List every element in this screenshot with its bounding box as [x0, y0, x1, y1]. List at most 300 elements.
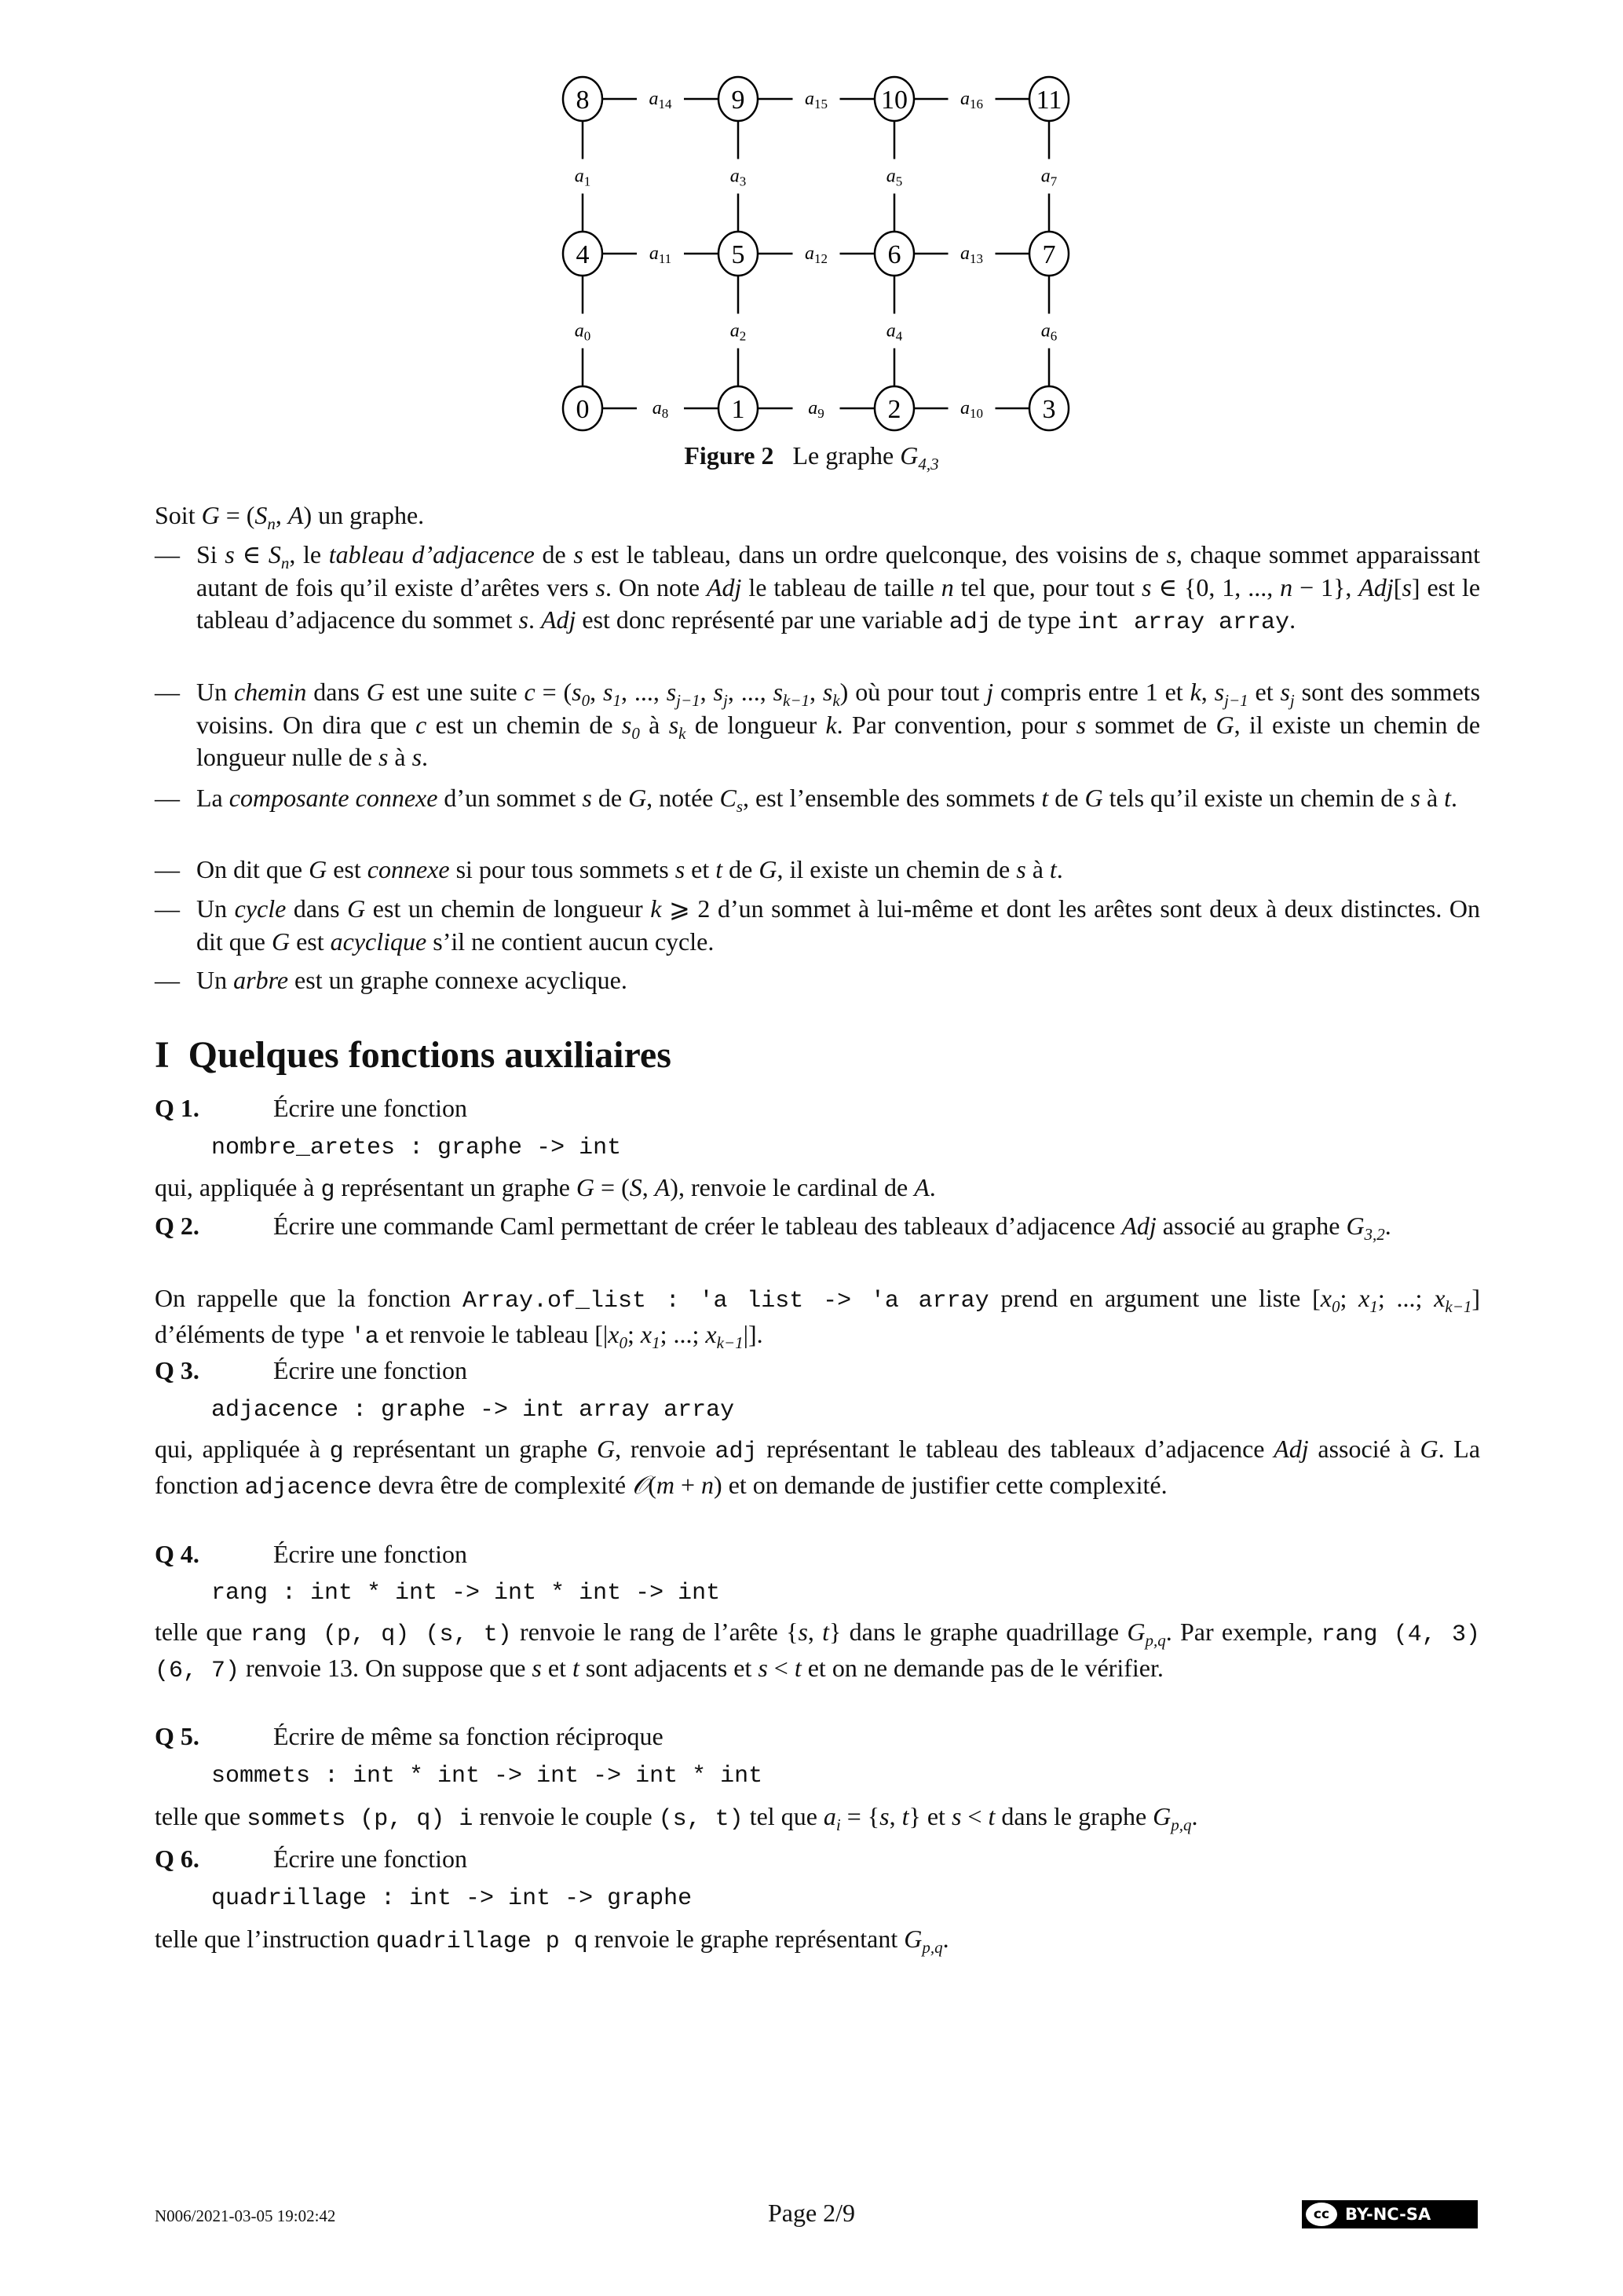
- question-description: [155, 1282, 1480, 1354]
- text-run: .: [1451, 784, 1458, 812]
- math-italic: composante connexe: [228, 784, 438, 812]
- math-italic: x: [1320, 1284, 1332, 1312]
- math-italic: n: [941, 572, 954, 601]
- math-italic: s: [595, 572, 605, 601]
- math-italic: x: [705, 1319, 717, 1348]
- text-run: <: [767, 1653, 795, 1682]
- text-run: Un: [196, 894, 235, 923]
- list-bullet-dash: —: [155, 855, 180, 883]
- text-run: ] d’éléments de type: [155, 1284, 1481, 1348]
- math-italic: G: [1084, 784, 1103, 812]
- math-italic: arbre: [233, 966, 289, 994]
- edge-label: $a_2$: [729, 320, 747, 344]
- math-italic: j: [986, 678, 994, 706]
- question-description: [155, 1172, 1480, 1208]
- math-italic: s: [518, 605, 528, 634]
- text-run: renvoie le rang de l’arête {: [511, 1618, 799, 1646]
- edge-label: $a_5$: [886, 166, 903, 189]
- math-italic: C: [719, 784, 737, 812]
- text-run: devra être de complexité: [371, 1470, 633, 1499]
- math-subscript: 0: [1331, 1297, 1340, 1316]
- text-run: de type: [991, 605, 1078, 634]
- text-run: . On note: [605, 572, 707, 601]
- math-subscript: p,q: [1145, 1631, 1166, 1650]
- text-run: ) où pour tout: [839, 678, 987, 706]
- math-subscript: 4,3: [918, 455, 939, 473]
- text-run: compris entre 1 et: [993, 678, 1190, 706]
- question-label: Q 5.: [155, 1722, 199, 1750]
- text-run: ,: [275, 501, 288, 529]
- math-subscript: j: [1289, 691, 1295, 710]
- math-subscript: k−1: [783, 691, 810, 710]
- text-run: . Par exemple,: [1165, 1618, 1321, 1646]
- node-label: 1: [731, 395, 745, 424]
- text-run: renvoie 13. On suppose que: [239, 1653, 532, 1682]
- math-italic: G: [1153, 1802, 1172, 1830]
- text-run: d’un sommet: [437, 784, 583, 812]
- math-italic: c: [415, 710, 427, 739]
- text-run: ) un graphe.: [303, 501, 425, 529]
- text-run: , notée: [646, 784, 720, 812]
- question-text: [273, 1356, 467, 1384]
- code-inline: sommets (p, q) i: [247, 1806, 473, 1833]
- math-italic: A: [654, 1173, 671, 1201]
- section-title: I Quelques fonctions auxiliaires: [155, 1034, 671, 1076]
- text-run: tel que: [743, 1802, 824, 1830]
- math-subscript: p,q: [1171, 1815, 1192, 1834]
- text-run: ] est le tableau d’adjacence du sommet: [196, 572, 1481, 634]
- math-subscript: p,q: [922, 1938, 943, 1957]
- definition-item: [196, 782, 1480, 815]
- text-run: . Par convention, pour: [836, 710, 1077, 739]
- text-run: . La fonction: [155, 1435, 1481, 1499]
- math-italic: Adj: [1358, 572, 1394, 601]
- function-signature: rang : int * int -> int * int -> int: [211, 1580, 721, 1607]
- code-inline: int array array: [1077, 609, 1290, 636]
- question-2: [155, 1210, 1480, 1243]
- text-run: renvoie le graphe représentant: [587, 1925, 905, 1953]
- text-run: associé à: [1308, 1435, 1420, 1463]
- math-italic: s: [572, 678, 582, 706]
- text-run: le tableau de taille: [741, 572, 941, 601]
- question-label: Q 4.: [155, 1540, 199, 1568]
- math-italic: t: [901, 1802, 909, 1830]
- math-italic: s: [951, 1802, 962, 1830]
- math-subscript: j−1: [1224, 691, 1248, 710]
- text-run: +: [674, 1470, 702, 1499]
- text-run: Écrire une commande Caml permettant de créer le tableau des tableaux d’adjacence: [273, 1212, 1122, 1240]
- text-run: La: [196, 784, 229, 812]
- question-description: [155, 1801, 1480, 1837]
- math-italic: t: [988, 1802, 996, 1830]
- text-run: = (: [535, 678, 572, 706]
- text-run: qui, appliquée à: [155, 1173, 321, 1201]
- math-italic: t: [715, 855, 723, 883]
- question-description: [155, 1923, 1480, 1959]
- math-italic: t: [1049, 855, 1057, 883]
- text-run: <: [961, 1802, 989, 1830]
- math-subscript: n: [280, 554, 290, 572]
- math-subscript: 1: [1369, 1297, 1378, 1316]
- text-run: si pour tous sommets: [449, 855, 675, 883]
- text-run: Écrire une fonction: [273, 1844, 467, 1873]
- text-run: .: [1289, 605, 1296, 634]
- math-italic: m: [656, 1470, 674, 1499]
- math-italic: s: [1214, 678, 1225, 706]
- text-run: Soit: [155, 501, 202, 529]
- figure-label: Figure 2: [684, 441, 774, 470]
- math-italic: tableau d’adjacence: [328, 540, 535, 569]
- text-run: tels qu’il existe un chemin de: [1102, 784, 1411, 812]
- math-italic: Adj: [707, 572, 742, 601]
- node-label: 8: [576, 86, 590, 115]
- text-run: ,: [590, 678, 603, 706]
- math-italic: connexe: [367, 855, 450, 883]
- text-run: dans: [286, 894, 348, 923]
- text-run: de: [591, 784, 629, 812]
- math-italic: G: [758, 855, 777, 883]
- text-run: = {: [840, 1802, 880, 1830]
- math-italic: s: [674, 855, 685, 883]
- text-run: , il existe un chemin de: [777, 855, 1017, 883]
- math-italic: G: [628, 784, 647, 812]
- text-run: et on ne demande pas de le vérifier.: [801, 1653, 1164, 1682]
- math-subscript: j: [722, 691, 728, 710]
- math-italic: s: [378, 743, 389, 771]
- question-label: Q 3.: [155, 1356, 199, 1384]
- math-italic: S: [254, 501, 268, 529]
- text-run: , est l’ensemble des sommets: [743, 784, 1042, 812]
- text-run: dans le graphe: [995, 1802, 1153, 1830]
- text-run: est: [290, 927, 331, 956]
- math-italic: k: [650, 894, 662, 923]
- text-run: sont adjacents et: [579, 1653, 758, 1682]
- math-italic: S: [629, 1173, 642, 1201]
- text-run: est un chemin de longueur: [365, 894, 651, 923]
- node-label: 0: [576, 395, 590, 424]
- edge-label: $a_{15}$: [805, 89, 828, 112]
- list-bullet-dash: —: [155, 678, 180, 706]
- code-inline: rang (p, q) (s, t): [250, 1621, 512, 1648]
- code-inline: g: [329, 1439, 344, 1465]
- code-inline: quadrillage p q: [375, 1929, 588, 1955]
- text-run: représentant le tableau des tableaux d’adjacence: [757, 1435, 1274, 1463]
- question-label: Q 2.: [155, 1212, 199, 1240]
- text-run: Si: [196, 540, 225, 569]
- text-run: ,: [1201, 678, 1215, 706]
- text-run: ∈ {0, 1, ...,: [1151, 572, 1281, 601]
- text-run: [: [1393, 572, 1402, 601]
- text-run: Un: [196, 678, 234, 706]
- math-italic: x: [1434, 1284, 1446, 1312]
- figure-caption: [0, 441, 1623, 473]
- text-run: et: [685, 855, 716, 883]
- question-label: Q 1.: [155, 1094, 199, 1122]
- math-italic: A: [914, 1173, 930, 1201]
- math-italic: Adj: [540, 605, 576, 634]
- text-run: sont des sommets voisins. On dira que: [196, 678, 1481, 739]
- definition-item: [196, 676, 1480, 774]
- text-run: .: [1056, 855, 1063, 883]
- text-run: telle que: [155, 1618, 250, 1646]
- graph-figure: [0, 0, 1623, 487]
- intro-text: [155, 499, 1480, 532]
- text-run: Écrire une fonction: [273, 1094, 467, 1122]
- math-italic: s: [666, 678, 677, 706]
- math-italic: Adj: [1274, 1435, 1309, 1463]
- text-run: ,: [642, 1173, 655, 1201]
- math-italic: t: [572, 1653, 579, 1682]
- math-subscript: n: [267, 514, 276, 533]
- definition-item: [196, 854, 1480, 887]
- edge-label: $a_{12}$: [805, 243, 828, 266]
- license-text: BY-NC-SA: [1340, 2205, 1435, 2224]
- math-italic: G: [1420, 1435, 1438, 1463]
- list-bullet-dash: —: [155, 784, 180, 812]
- math-italic: s: [573, 540, 583, 569]
- text-run: est un graphe connexe acyclique.: [288, 966, 627, 994]
- node-label: 5: [731, 240, 745, 269]
- math-italic: S: [268, 540, 281, 569]
- text-run: } et: [908, 1802, 952, 1830]
- math-subscript: 1: [652, 1333, 660, 1352]
- document-id: N006/2021-03-05 19:02:42: [155, 2206, 336, 2225]
- text-run: représentant un graphe: [343, 1435, 597, 1463]
- math-italic: G: [900, 441, 919, 470]
- definition-item: [196, 539, 1480, 640]
- math-italic: s: [1076, 710, 1086, 739]
- list-bullet-dash: —: [155, 894, 180, 923]
- math-italic: 𝒪: [632, 1470, 649, 1499]
- edge-label: $a_8$: [652, 398, 669, 421]
- math-subscript: 0: [581, 691, 590, 710]
- math-italic: G: [1127, 1618, 1146, 1646]
- text-run: ,: [889, 1802, 902, 1830]
- question-text: [273, 1212, 1391, 1244]
- question-text: [273, 1540, 467, 1568]
- function-signature: nombre_aretes : graphe -> int: [211, 1135, 622, 1161]
- question-description: [155, 1433, 1480, 1504]
- math-italic: G: [271, 927, 291, 956]
- function-signature: quadrillage : int -> int -> graphe: [211, 1885, 693, 1912]
- math-italic: s: [822, 678, 833, 706]
- text-run: ; ...;: [660, 1319, 706, 1348]
- node-label: 6: [887, 240, 901, 269]
- text-run: , renvoie: [615, 1435, 715, 1463]
- text-run: de: [534, 540, 574, 569]
- math-italic: s: [879, 1802, 890, 1830]
- math-italic: s: [225, 540, 235, 569]
- text-run: à: [1025, 855, 1050, 883]
- math-subscript: j−1: [676, 691, 700, 710]
- text-run: s’il ne contient aucun cycle.: [426, 927, 715, 956]
- math-italic: s: [773, 678, 784, 706]
- text-run: ,: [810, 678, 823, 706]
- text-run: .: [528, 605, 541, 634]
- text-run: , le: [289, 540, 329, 569]
- text-run: ⩾ 2 d’un sommet à lui-même et dont les arêtes sont deux à deux distinctes. On dit que: [196, 894, 1481, 956]
- code-inline: rang (4, 3) (6, 7): [155, 1621, 1481, 1684]
- list-bullet-dash: —: [155, 966, 180, 994]
- edge-label: $a_0$: [574, 320, 591, 344]
- figure-caption-text: [792, 441, 939, 473]
- text-run: ), renvoie le cardinal de: [670, 1173, 915, 1201]
- text-run: et renvoie le tableau [|: [378, 1319, 609, 1348]
- code-inline: adj: [949, 609, 992, 636]
- node-label: 2: [887, 395, 901, 424]
- text-run: .: [1384, 1212, 1391, 1240]
- math-italic: G: [576, 1173, 595, 1201]
- text-run: est une suite: [384, 678, 525, 706]
- text-run: est: [327, 855, 367, 883]
- math-italic: G: [1346, 1212, 1365, 1240]
- math-italic: s: [798, 1618, 808, 1646]
- creative-commons-icon: cc: [1306, 2203, 1337, 2226]
- text-run: ;: [1340, 1284, 1359, 1312]
- edge-label: $a_{13}$: [960, 243, 983, 266]
- text-run: .: [422, 743, 429, 771]
- text-run: de: [1048, 784, 1085, 812]
- text-run: dans: [306, 678, 367, 706]
- text-run: sommet de: [1085, 710, 1216, 739]
- question-text: [273, 1094, 467, 1122]
- question-5: [155, 1720, 1480, 1753]
- question-text: [273, 1844, 467, 1873]
- math-italic: s: [758, 1653, 768, 1682]
- text-run: associé au graphe: [1156, 1212, 1347, 1240]
- text-run: renvoie le couple: [473, 1802, 659, 1830]
- text-run: = (: [594, 1173, 630, 1201]
- text-run: ∈: [234, 540, 269, 569]
- math-italic: G: [309, 855, 327, 883]
- math-italic: G: [904, 1925, 923, 1953]
- math-italic: s: [1402, 572, 1412, 601]
- math-italic: n: [701, 1470, 715, 1499]
- math-subscript: k: [832, 691, 840, 710]
- math-italic: G: [347, 894, 366, 923]
- question-3: [155, 1355, 1480, 1387]
- node-label: 7: [1042, 240, 1056, 269]
- math-italic: G: [1215, 710, 1234, 739]
- text-run: qui, appliquée à: [155, 1435, 330, 1463]
- text-run: .: [942, 1925, 949, 1953]
- edge-label: $a_4$: [886, 320, 903, 344]
- math-italic: s: [668, 710, 679, 739]
- edge-label: $a_{16}$: [960, 89, 983, 112]
- text-run: telle que l’instruction: [155, 1925, 376, 1953]
- text-run: est donc représenté par une variable: [576, 605, 949, 634]
- function-signature: sommets : int * int -> int -> int * int: [211, 1763, 763, 1790]
- math-subscript: k: [678, 723, 686, 743]
- text-run: Écrire une fonction: [273, 1540, 467, 1568]
- math-italic: s: [1166, 540, 1176, 569]
- text-run: est le tableau, dans un ordre quelconque, des voisins de: [583, 540, 1167, 569]
- function-signature: adjacence : graphe -> int array array: [211, 1397, 735, 1424]
- math-italic: s: [1410, 784, 1420, 812]
- text-run: (: [648, 1470, 656, 1499]
- text-run: On rappelle que la fonction: [155, 1284, 462, 1312]
- math-italic: a: [823, 1802, 836, 1830]
- text-run: de longueur: [685, 710, 826, 739]
- node-label: 4: [576, 240, 590, 269]
- question-text: [273, 1722, 663, 1750]
- math-italic: k: [825, 710, 837, 739]
- edge-label: $a_6$: [1040, 320, 1058, 344]
- edge-label: $a_9$: [808, 398, 824, 421]
- text-run: tel que, pour tout: [953, 572, 1142, 601]
- code-inline: adjacence: [244, 1474, 372, 1501]
- text-run: = (: [219, 501, 255, 529]
- text-run: Le graphe: [792, 441, 901, 470]
- edge-label: $a_{10}$: [960, 398, 983, 421]
- text-run: à: [388, 743, 412, 771]
- edge-label: $a_{14}$: [649, 89, 672, 112]
- math-italic: G: [366, 678, 385, 706]
- page-number: Page 2/9: [767, 2199, 856, 2227]
- node-label: 11: [1036, 86, 1062, 115]
- text-run: ,: [807, 1618, 823, 1646]
- edge-label: $a_7$: [1040, 166, 1058, 189]
- math-subscript: 0: [631, 723, 640, 743]
- text-run: de: [722, 855, 759, 883]
- math-italic: k: [1190, 678, 1201, 706]
- math-italic: A: [287, 501, 304, 529]
- text-run: |].: [743, 1319, 763, 1348]
- text-run: représentant un graphe: [334, 1173, 576, 1201]
- text-run: prend en argument une liste [: [989, 1284, 1321, 1312]
- text-run: , ...,: [620, 678, 667, 706]
- math-italic: s: [411, 743, 422, 771]
- text-run: à: [1420, 784, 1445, 812]
- node-label: 3: [1042, 395, 1056, 424]
- math-italic: t: [1444, 784, 1452, 812]
- text-run: .: [1191, 1802, 1198, 1830]
- math-italic: n: [1280, 572, 1293, 601]
- math-subscript: k−1: [1445, 1297, 1472, 1316]
- math-italic: t: [794, 1653, 802, 1682]
- code-inline: 'a: [350, 1323, 379, 1351]
- text-run: , ...,: [727, 678, 773, 706]
- math-subscript: 0: [619, 1333, 627, 1352]
- math-subscript: 3,2: [1364, 1225, 1385, 1244]
- question-label: Q 6.: [155, 1844, 199, 1873]
- math-italic: s: [1142, 572, 1152, 601]
- math-subscript: 1: [612, 691, 621, 710]
- math-italic: c: [524, 678, 536, 706]
- math-italic: cycle: [234, 894, 287, 923]
- question-description: [155, 1616, 1480, 1687]
- text-run: , il existe un chemin de longueur nulle de: [196, 710, 1481, 771]
- node-label: 9: [731, 86, 745, 115]
- math-italic: t: [1041, 784, 1049, 812]
- text-run: ) et on demande de justifier cette complexité.: [714, 1470, 1168, 1499]
- text-run: et: [541, 1653, 572, 1682]
- math-italic: x: [640, 1319, 652, 1348]
- math-italic: x: [1358, 1284, 1370, 1312]
- text-run: On dit que: [196, 855, 309, 883]
- math-italic: G: [201, 501, 220, 529]
- math-subscript: k−1: [716, 1333, 744, 1352]
- list-bullet-dash: —: [155, 540, 180, 569]
- code-inline: (s, t): [658, 1806, 744, 1833]
- license-badge: [1302, 2200, 1478, 2228]
- math-italic: s: [1016, 855, 1026, 883]
- definition-item: [196, 964, 1480, 997]
- math-italic: s: [1280, 678, 1290, 706]
- code-inline: Array.of_list : 'a list -> 'a array: [462, 1288, 989, 1314]
- code-inline: adj: [715, 1439, 758, 1465]
- text-run: et: [1248, 678, 1281, 706]
